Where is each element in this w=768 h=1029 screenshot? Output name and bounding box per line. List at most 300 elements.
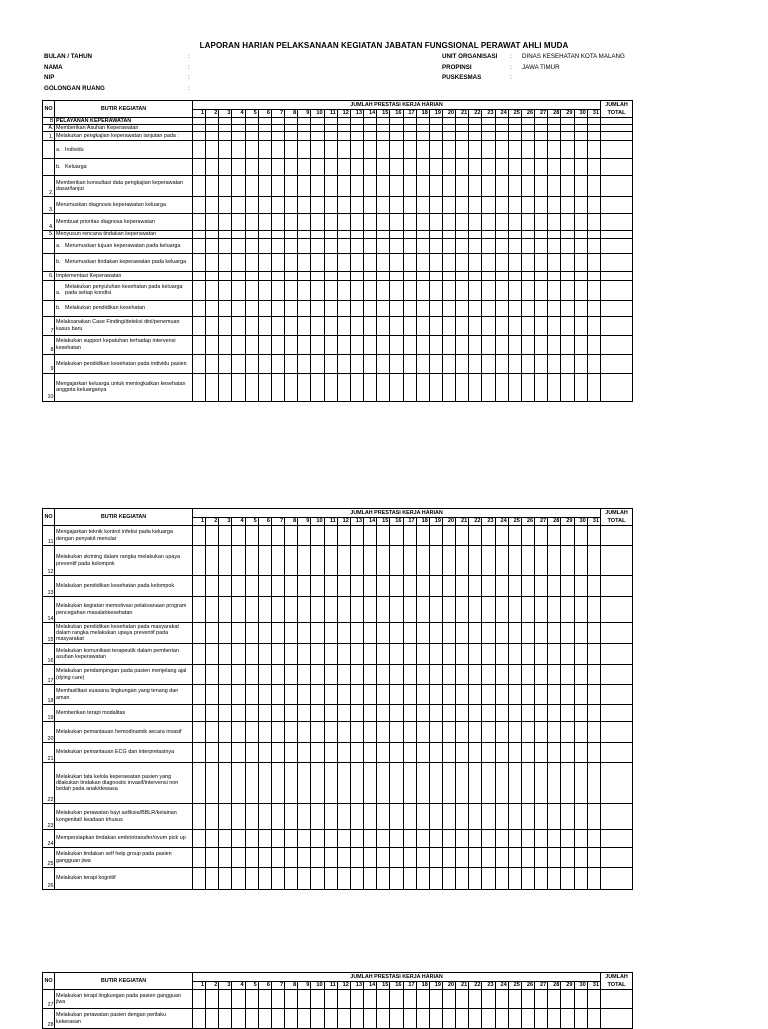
day-cell [521, 763, 534, 804]
day-cell [245, 644, 258, 665]
table-row [43, 526, 633, 546]
day-cell [442, 576, 455, 597]
day-cell [416, 763, 429, 804]
day-cell [574, 623, 587, 644]
day-cell [258, 300, 271, 316]
day-cell [508, 335, 521, 354]
day-cell [587, 848, 600, 868]
day-cell [403, 354, 416, 373]
day-cell [193, 804, 206, 830]
day-column-header: 12 [337, 110, 350, 118]
day-cell [535, 176, 548, 197]
day-column-header: 10 [311, 518, 324, 526]
day-column-header: 24 [495, 982, 508, 990]
day-cell [456, 848, 469, 868]
day-cell [508, 644, 521, 665]
day-column-header: 17 [403, 982, 416, 990]
day-cell [403, 280, 416, 300]
day-cell [219, 743, 232, 763]
day-cell [206, 231, 219, 238]
day-cell [416, 214, 429, 231]
day-cell [258, 316, 271, 335]
day-cell [416, 597, 429, 623]
day-cell [377, 848, 390, 868]
day-cell [508, 280, 521, 300]
day-cell [364, 141, 377, 159]
day-cell [337, 830, 350, 848]
day-cell [337, 125, 350, 132]
day-cell [377, 300, 390, 316]
day-column-header: 15 [377, 110, 390, 118]
row-number: 22 [43, 763, 55, 804]
day-column-header: 3 [219, 518, 232, 526]
day-cell [364, 176, 377, 197]
day-cell [245, 214, 258, 231]
activity-text: Melakukan perawatan pasien dengan perilaku kekerasan [56, 1012, 166, 1025]
header-field-row [442, 52, 642, 63]
day-cell [193, 231, 206, 238]
day-column-header: 7 [271, 518, 284, 526]
day-cell [324, 868, 337, 890]
day-cell [535, 546, 548, 576]
day-cell [587, 685, 600, 705]
day-cell [364, 665, 377, 685]
day-cell [403, 125, 416, 132]
day-cell [442, 354, 455, 373]
day-cell [324, 1009, 337, 1029]
day-cell [535, 125, 548, 132]
day-cell [469, 354, 482, 373]
day-cell [377, 763, 390, 804]
day-cell [271, 546, 284, 576]
day-cell [535, 597, 548, 623]
total-cell [601, 722, 633, 743]
day-cell [416, 176, 429, 197]
day-cell [193, 597, 206, 623]
day-cell [258, 354, 271, 373]
day-cell [285, 623, 298, 644]
day-cell [219, 238, 232, 253]
day-cell [508, 685, 521, 705]
day-cell [403, 804, 416, 830]
day-cell [271, 763, 284, 804]
day-column-header: 1 [193, 518, 206, 526]
header-field-row [442, 63, 642, 74]
day-cell [521, 335, 534, 354]
day-cell [508, 623, 521, 644]
day-cell [258, 176, 271, 197]
total-cell [601, 141, 633, 159]
day-column-header: 22 [469, 518, 482, 526]
day-cell [324, 685, 337, 705]
day-cell [245, 300, 258, 316]
day-cell [548, 665, 561, 685]
day-cell [232, 125, 245, 132]
day-cell [245, 576, 258, 597]
day-cell [324, 132, 337, 141]
row-number [43, 238, 55, 253]
day-cell [232, 848, 245, 868]
column-header-butir: BUTIR KEGIATAN [55, 101, 193, 118]
day-cell [271, 141, 284, 159]
activity-description [55, 644, 193, 665]
day-cell [390, 848, 403, 868]
day-cell [390, 722, 403, 743]
day-cell [206, 316, 219, 335]
day-cell [561, 253, 574, 271]
day-column-header: 21 [456, 518, 469, 526]
day-cell [390, 253, 403, 271]
activity-text: Melakukan penyuluhan kesehatan pada keluarga pada setiap kondisi [65, 283, 183, 297]
day-cell [416, 141, 429, 159]
day-cell [271, 623, 284, 644]
day-cell [350, 526, 363, 546]
day-column-header: 12 [337, 982, 350, 990]
day-cell [232, 141, 245, 159]
day-cell [574, 280, 587, 300]
day-cell [311, 214, 324, 231]
day-cell [245, 722, 258, 743]
day-cell [350, 354, 363, 373]
day-cell [219, 214, 232, 231]
day-cell [469, 804, 482, 830]
day-column-header: 28 [548, 982, 561, 990]
day-cell [311, 644, 324, 665]
day-cell [561, 830, 574, 848]
day-cell [193, 214, 206, 231]
day-cell [193, 373, 206, 401]
day-cell [232, 990, 245, 1009]
day-cell [271, 644, 284, 665]
day-cell [311, 125, 324, 132]
day-cell [482, 868, 495, 890]
day-cell [377, 335, 390, 354]
day-cell [245, 526, 258, 546]
day-cell [442, 335, 455, 354]
day-cell [561, 197, 574, 214]
day-cell [403, 373, 416, 401]
day-cell [232, 118, 245, 125]
day-cell [469, 118, 482, 125]
day-cell [587, 335, 600, 354]
day-cell [416, 373, 429, 401]
day-cell [206, 214, 219, 231]
day-cell [482, 685, 495, 705]
day-cell [469, 685, 482, 705]
right-header-fields [442, 52, 642, 84]
day-cell [574, 830, 587, 848]
day-cell [416, 665, 429, 685]
table-row [43, 132, 633, 141]
day-cell [377, 197, 390, 214]
day-cell [469, 743, 482, 763]
day-column-header: 23 [482, 982, 495, 990]
activity-text: Menyusun rencana tindakan keperawatan [56, 231, 157, 238]
day-cell [298, 373, 311, 401]
day-cell [364, 705, 377, 722]
day-cell [403, 300, 416, 316]
day-cell [193, 830, 206, 848]
day-cell [482, 132, 495, 141]
day-cell [403, 238, 416, 253]
day-cell [587, 546, 600, 576]
day-cell [206, 253, 219, 271]
day-cell [442, 300, 455, 316]
day-cell [324, 597, 337, 623]
day-cell [311, 576, 324, 597]
activity-description [55, 685, 193, 705]
day-cell [193, 685, 206, 705]
day-cell [574, 354, 587, 373]
row-number: 21 [43, 743, 55, 763]
day-column-header: 16 [390, 110, 403, 118]
day-cell [206, 763, 219, 804]
day-cell [535, 197, 548, 214]
day-cell [311, 546, 324, 576]
day-cell [285, 271, 298, 280]
day-cell [482, 159, 495, 176]
day-column-header: 31 [587, 518, 600, 526]
day-column-header: 30 [574, 110, 587, 118]
day-cell [429, 125, 442, 132]
day-cell [535, 722, 548, 743]
day-cell [258, 526, 271, 546]
day-cell [206, 125, 219, 132]
day-cell [508, 132, 521, 141]
day-cell [271, 868, 284, 890]
day-cell [377, 231, 390, 238]
day-cell [390, 763, 403, 804]
day-cell [456, 214, 469, 231]
activity-text: Melakukan pendidikan kesehatan pada kelompok [56, 582, 175, 589]
day-cell [574, 546, 587, 576]
day-cell [482, 526, 495, 546]
day-cell [285, 848, 298, 868]
section-code: A. [43, 125, 55, 132]
day-cell [429, 238, 442, 253]
day-cell [561, 1009, 574, 1029]
day-cell [350, 763, 363, 804]
day-cell [337, 597, 350, 623]
day-cell [482, 231, 495, 238]
day-cell [245, 125, 258, 132]
row-number: 3. [43, 197, 55, 214]
table-row [43, 722, 633, 743]
table-row [43, 763, 633, 804]
day-cell [574, 722, 587, 743]
activity-description [55, 743, 193, 763]
day-cell [561, 990, 574, 1009]
day-cell [219, 576, 232, 597]
day-cell [350, 141, 363, 159]
day-cell [232, 623, 245, 644]
day-cell [206, 644, 219, 665]
day-cell [285, 830, 298, 848]
day-cell [337, 804, 350, 830]
day-column-header: 11 [324, 518, 337, 526]
day-cell [324, 231, 337, 238]
table-row [43, 373, 633, 401]
day-cell [337, 132, 350, 141]
day-cell [521, 743, 534, 763]
day-cell [495, 214, 508, 231]
day-column-header: 2 [206, 982, 219, 990]
day-column-header: 3 [219, 982, 232, 990]
day-cell [482, 830, 495, 848]
day-cell [337, 1009, 350, 1029]
sub-item-letter: b. [56, 164, 61, 171]
day-cell [390, 1009, 403, 1029]
day-column-header: 17 [403, 110, 416, 118]
day-cell [350, 1009, 363, 1029]
day-cell [337, 373, 350, 401]
day-cell [495, 623, 508, 644]
day-cell [271, 214, 284, 231]
day-cell [442, 197, 455, 214]
day-cell [535, 685, 548, 705]
day-cell [456, 373, 469, 401]
day-cell [298, 546, 311, 576]
day-cell [311, 271, 324, 280]
day-cell [258, 280, 271, 300]
total-cell [601, 1009, 633, 1029]
day-cell [548, 253, 561, 271]
day-cell [587, 665, 600, 685]
day-cell [495, 804, 508, 830]
day-cell [324, 848, 337, 868]
sub-item-letter: a. [56, 146, 61, 153]
day-cell [364, 253, 377, 271]
day-cell [469, 576, 482, 597]
day-cell [350, 685, 363, 705]
day-cell [495, 141, 508, 159]
day-cell [508, 300, 521, 316]
day-cell [442, 231, 455, 238]
day-cell [442, 990, 455, 1009]
day-cell [456, 576, 469, 597]
day-cell [403, 271, 416, 280]
table-row [43, 576, 633, 597]
day-cell [561, 214, 574, 231]
day-cell [508, 546, 521, 576]
day-cell [429, 868, 442, 890]
day-cell [403, 868, 416, 890]
day-cell [271, 159, 284, 176]
day-cell [574, 763, 587, 804]
day-cell [350, 132, 363, 141]
day-column-header: 27 [535, 518, 548, 526]
day-cell [298, 159, 311, 176]
day-cell [548, 118, 561, 125]
activity-text: Membuat prioritas diagnosa keperawatan [56, 219, 155, 226]
day-cell [324, 238, 337, 253]
day-cell [193, 623, 206, 644]
day-cell [271, 576, 284, 597]
day-cell [429, 830, 442, 848]
day-cell [324, 197, 337, 214]
day-cell [324, 705, 337, 722]
day-column-header: 22 [469, 110, 482, 118]
day-column-header: 4 [232, 518, 245, 526]
day-cell [548, 316, 561, 335]
day-cell [456, 238, 469, 253]
day-cell [206, 868, 219, 890]
table-row [43, 271, 633, 280]
day-column-header: 8 [285, 518, 298, 526]
day-cell [482, 990, 495, 1009]
day-cell [429, 271, 442, 280]
day-cell [219, 280, 232, 300]
day-cell [311, 665, 324, 685]
day-cell [337, 990, 350, 1009]
day-cell [285, 1009, 298, 1029]
day-cell [193, 197, 206, 214]
day-cell [456, 159, 469, 176]
day-cell [245, 597, 258, 623]
header-field-row [442, 73, 642, 84]
day-cell [508, 271, 521, 280]
day-cell [548, 176, 561, 197]
day-cell [285, 238, 298, 253]
day-cell [548, 722, 561, 743]
day-column-header: 9 [298, 982, 311, 990]
day-cell [219, 316, 232, 335]
activity-description [55, 763, 193, 804]
day-cell [390, 644, 403, 665]
day-cell [377, 685, 390, 705]
day-cell [390, 665, 403, 685]
day-cell [232, 271, 245, 280]
day-cell [442, 176, 455, 197]
day-cell [232, 335, 245, 354]
day-cell [324, 722, 337, 743]
day-cell [535, 214, 548, 231]
day-cell [258, 238, 271, 253]
day-cell [377, 665, 390, 685]
day-cell [258, 253, 271, 271]
day-cell [495, 238, 508, 253]
day-cell [587, 118, 600, 125]
day-cell [456, 300, 469, 316]
day-cell [298, 705, 311, 722]
day-cell [206, 623, 219, 644]
day-cell [364, 214, 377, 231]
day-cell [298, 848, 311, 868]
day-cell [337, 214, 350, 231]
day-cell [521, 373, 534, 401]
day-cell [350, 597, 363, 623]
day-cell [193, 159, 206, 176]
table-row [43, 354, 633, 373]
day-cell [232, 316, 245, 335]
day-cell [442, 546, 455, 576]
row-number: 7 [43, 316, 55, 335]
day-cell [587, 300, 600, 316]
day-cell [311, 280, 324, 300]
day-cell [258, 623, 271, 644]
day-cell [232, 722, 245, 743]
day-cell [429, 316, 442, 335]
day-cell [469, 830, 482, 848]
day-cell [285, 118, 298, 125]
day-column-header: 30 [574, 982, 587, 990]
day-cell [535, 665, 548, 685]
day-cell [377, 118, 390, 125]
total-cell [601, 159, 633, 176]
activity-text: Melakukan pendidikan kesehatan [65, 305, 146, 311]
day-cell [285, 141, 298, 159]
day-cell [442, 848, 455, 868]
